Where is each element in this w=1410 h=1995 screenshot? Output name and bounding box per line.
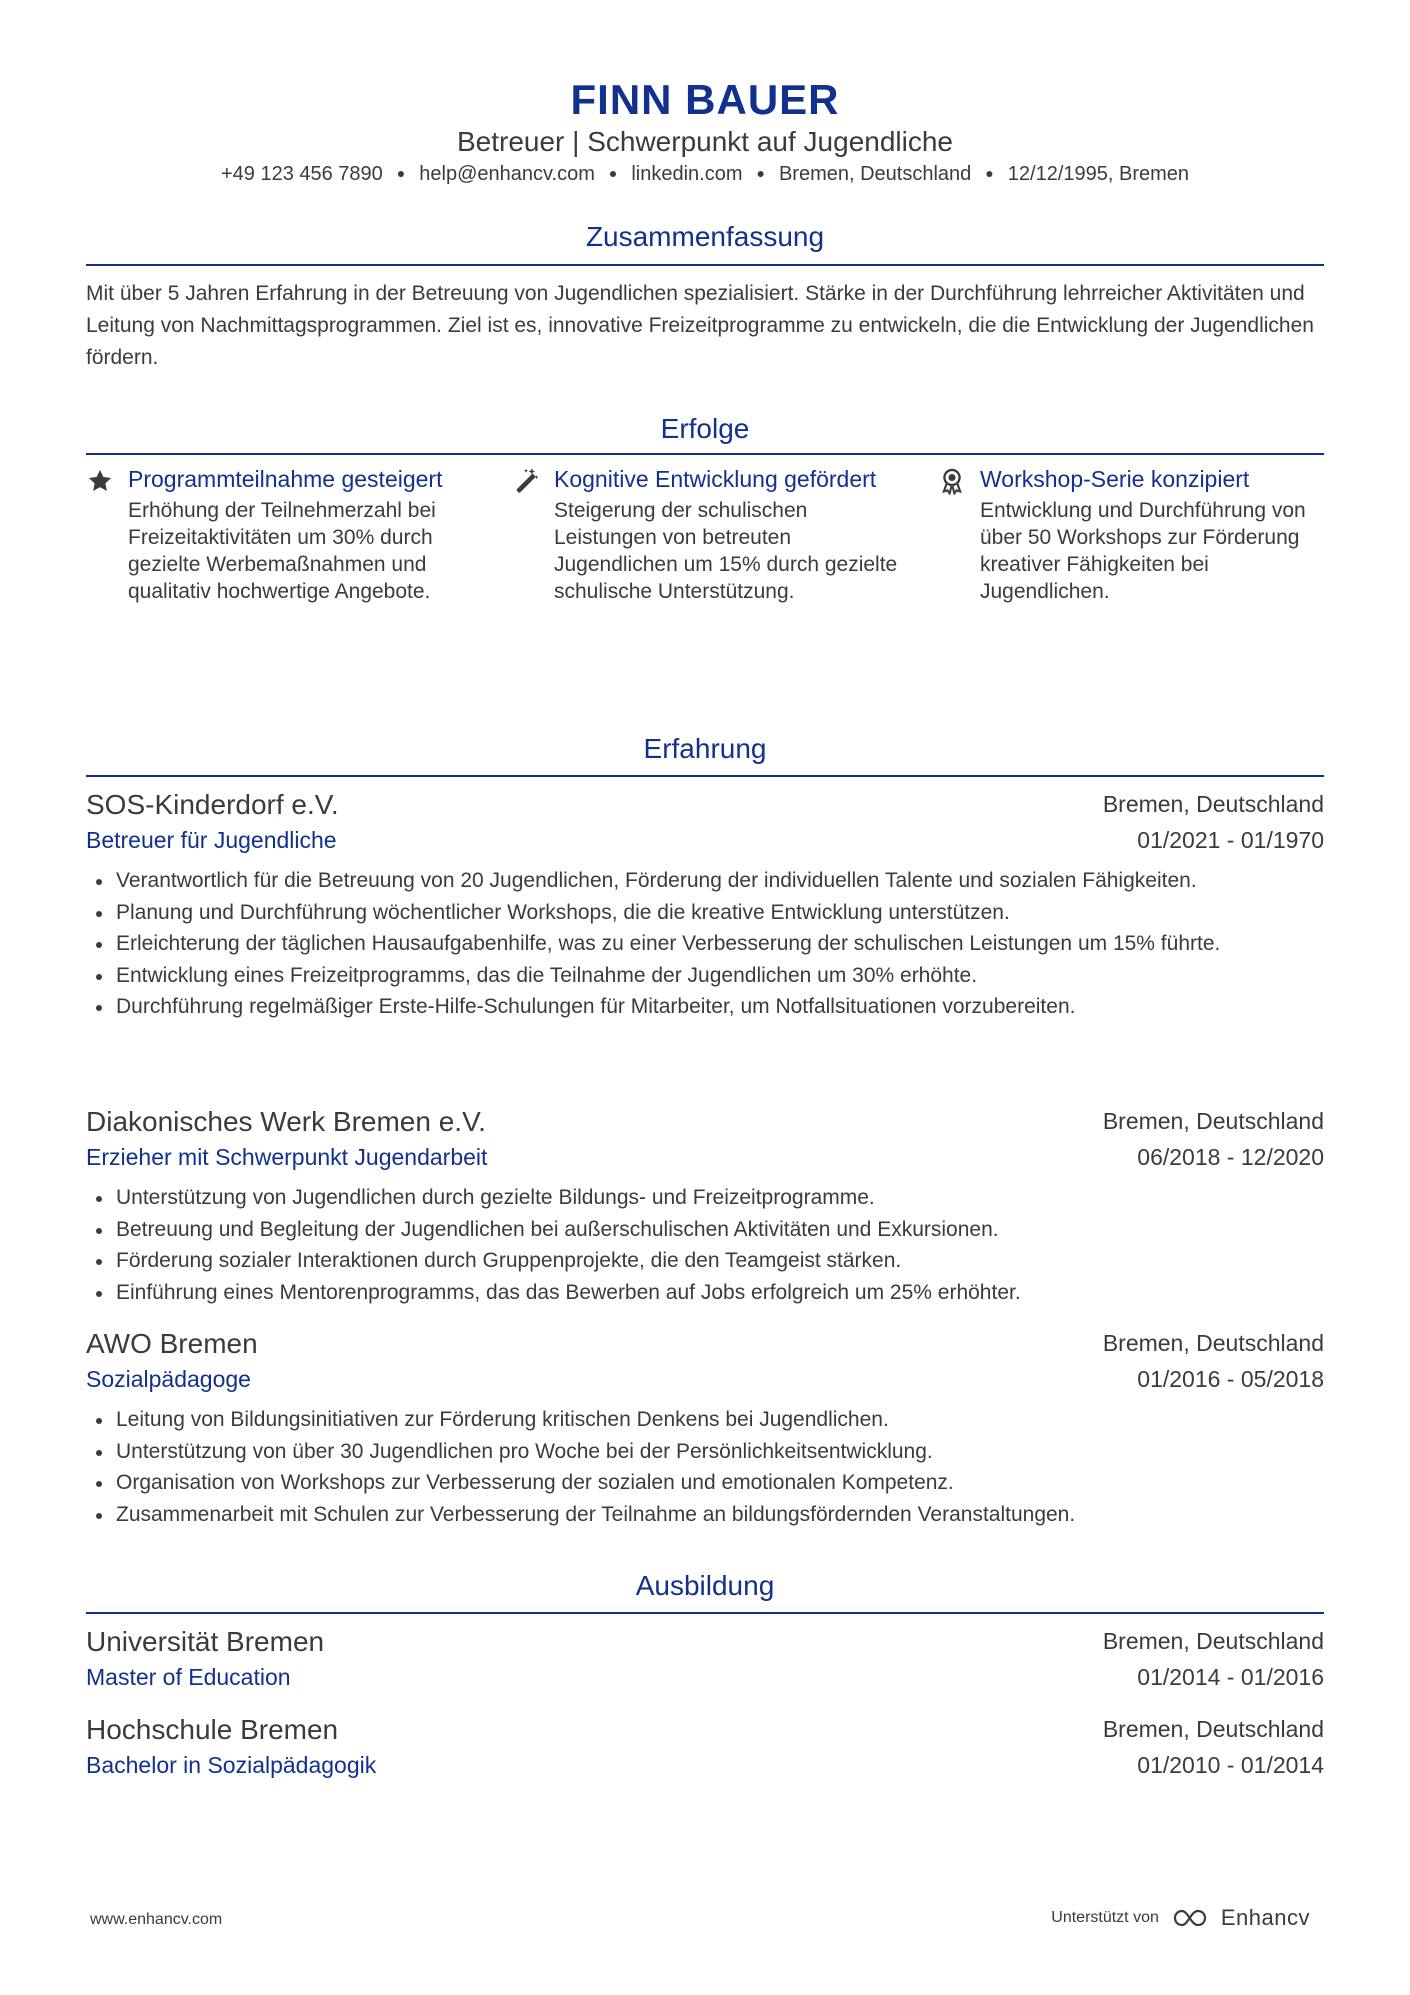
achievement-description: Erhöhung der Teilnehmerzahl bei Freizeitaktivitäten um 30% durch gezielte Werbemaßnahmen und qualitativ hochwertige Angebote. bbox=[128, 499, 436, 603]
achievement-description: Entwicklung und Durchführung von über 50 Workshops zur Förderung kreativer Fähigkeiten bei Jugendlichen. bbox=[980, 499, 1306, 603]
job-bullets bbox=[86, 1404, 1354, 1530]
phone: +49 123 456 7890 bbox=[220, 163, 383, 185]
job-role: Betreuer für Jugendliche bbox=[86, 827, 337, 853]
section-divider bbox=[86, 1612, 1324, 1614]
birth-info: 12/12/1995, Bremen bbox=[1007, 163, 1190, 185]
bullet-item: Verantwortlich für die Betreuung von 20 Jugendlichen, Förderung der individuellen Talente und sozialen Fähigkeiten. bbox=[116, 865, 1354, 897]
candidate-name: FINN BAUER bbox=[570, 76, 840, 123]
powered-by-label: Unterstützt von bbox=[1051, 1909, 1159, 1926]
education-entry bbox=[86, 1626, 1324, 1706]
section-divider bbox=[86, 264, 1324, 266]
star-icon bbox=[86, 467, 114, 495]
job-dates: 01/2021 - 01/1970 bbox=[1137, 827, 1324, 853]
education-dates: 01/2014 - 01/2016 bbox=[1137, 1664, 1324, 1690]
candidate-title: Betreuer | Schwerpunkt auf Jugendliche bbox=[456, 126, 953, 157]
school-location: Bremen, Deutschland bbox=[1102, 1716, 1324, 1742]
degree: Master of Education bbox=[86, 1664, 291, 1690]
bullet-item: Betreuung und Begleitung der Jugendlichen bei außerschulischen Aktivitäten und Exkursionen. bbox=[116, 1214, 1354, 1246]
bullet-item: Förderung sozialer Interaktionen durch Gruppenprojekte, die den Teamgeist stärken. bbox=[116, 1245, 1354, 1277]
company-name: AWO Bremen bbox=[86, 1328, 258, 1359]
education-entry bbox=[86, 1714, 1324, 1794]
section-divider bbox=[86, 453, 1324, 455]
footer-branding bbox=[1051, 1905, 1310, 1931]
education-dates: 01/2010 - 01/2014 bbox=[1137, 1752, 1324, 1778]
location: Bremen, Deutschland bbox=[778, 163, 972, 185]
job-location: Bremen, Deutschland bbox=[1102, 1330, 1324, 1356]
job-dates: 01/2016 - 05/2018 bbox=[1137, 1366, 1324, 1392]
summary-text: Mit über 5 Jahren Erfahrung in der Betreuung von Jugendlichen spezialisiert. Stärke in der Durchführung lehrreicher Aktivitäten und Leitung von Nachmittagsprogrammen. Ziel ist es, innovative Freizeitprogramme zu entwickeln, die die Entwicklung der Jugendlichen fördern. bbox=[86, 282, 1314, 369]
bullet-item: Unterstützung von über 30 Jugendlichen pro Woche bei der Persönlichkeitsentwicklung. bbox=[116, 1436, 1354, 1468]
school-name: Universität Bremen bbox=[86, 1626, 325, 1657]
contact-line bbox=[86, 163, 1324, 186]
school-name: Hochschule Bremen bbox=[86, 1714, 339, 1745]
section-heading-education: Ausbildung bbox=[635, 1570, 775, 1601]
magic-wand-icon bbox=[512, 467, 540, 495]
bullet-item: Planung und Durchführung wöchentlicher Workshops, die die kreative Entwicklung unterstützen. bbox=[116, 897, 1354, 929]
enhancv-logo-icon bbox=[1171, 1907, 1215, 1929]
job-role: Sozialpädagoge bbox=[86, 1366, 251, 1392]
achievement-description: Steigerung der schulischen Leistungen von betreuten Jugendlichen um 15% durch gezielte schulische Unterstützung. bbox=[554, 499, 898, 603]
achievement-title: Kognitive Entwicklung gefördert bbox=[554, 466, 877, 492]
linkedin: linkedin.com bbox=[631, 163, 743, 185]
separator-dot: ● bbox=[396, 165, 406, 181]
bullet-item: Einführung eines Mentorenprogramms, das das Bewerben auf Jobs erfolgreich um 25% erhöhter. bbox=[116, 1277, 1354, 1309]
job-role: Erzieher mit Schwerpunkt Jugendarbeit bbox=[86, 1144, 488, 1170]
section-heading-achievements: Erfolge bbox=[660, 413, 750, 444]
bullet-item: Leitung von Bildungsinitiativen zur Förderung kritischen Denkens bei Jugendlichen. bbox=[116, 1404, 1354, 1436]
brand-name: Enhancv bbox=[1220, 1905, 1310, 1930]
bullet-item: Unterstützung von Jugendlichen durch gezielte Bildungs- und Freizeitprogramme. bbox=[116, 1182, 1354, 1214]
bullet-item: Organisation von Workshops zur Verbesserung der sozialen und emotionalen Kompetenz. bbox=[116, 1467, 1354, 1499]
company-name: Diakonisches Werk Bremen e.V. bbox=[86, 1106, 486, 1137]
achievement-title: Programmteilnahme gesteigert bbox=[128, 466, 443, 492]
achievement-title: Workshop-Serie konzipiert bbox=[980, 466, 1250, 492]
section-divider bbox=[86, 775, 1324, 777]
bullet-item: Entwicklung eines Freizeitprogramms, das die Teilnahme der Jugendlichen um 30% erhöhte. bbox=[116, 960, 1354, 992]
achievement-item bbox=[86, 465, 486, 605]
company-name: SOS-Kinderdorf e.V. bbox=[86, 789, 339, 820]
separator-dot: ● bbox=[608, 165, 618, 181]
section-heading-experience: Erfahrung bbox=[643, 733, 767, 764]
job-dates: 06/2018 - 12/2020 bbox=[1137, 1144, 1324, 1170]
degree: Bachelor in Sozialpädagogik bbox=[86, 1752, 377, 1778]
separator-dot: ● bbox=[756, 165, 765, 181]
job-location: Bremen, Deutschland bbox=[1102, 791, 1324, 817]
job-bullets bbox=[86, 1182, 1354, 1308]
job-bullets bbox=[86, 865, 1354, 1023]
bullet-item: Durchführung regelmäßiger Erste-Hilfe-Schulungen für Mitarbeiter, um Notfallsituationen vorzubereiten. bbox=[116, 991, 1354, 1023]
achievement-item bbox=[938, 465, 1338, 605]
school-location: Bremen, Deutschland bbox=[1102, 1628, 1324, 1654]
email: help@enhancv.com bbox=[419, 163, 595, 185]
award-icon bbox=[938, 467, 966, 495]
footer-website[interactable]: www.enhancv.com bbox=[90, 1911, 223, 1928]
achievement-item bbox=[512, 465, 912, 605]
bullet-item: Zusammenarbeit mit Schulen zur Verbesserung der Teilnahme an bildungsfördernden Veranstaltungen. bbox=[116, 1499, 1354, 1531]
bullet-item: Erleichterung der täglichen Hausaufgabenhilfe, was zu einer Verbesserung der schulischen Leistungen um 15% führte. bbox=[116, 928, 1354, 960]
separator-dot: ● bbox=[985, 165, 994, 181]
job-location: Bremen, Deutschland bbox=[1102, 1108, 1324, 1134]
section-heading-summary: Zusammenfassung bbox=[585, 221, 825, 252]
